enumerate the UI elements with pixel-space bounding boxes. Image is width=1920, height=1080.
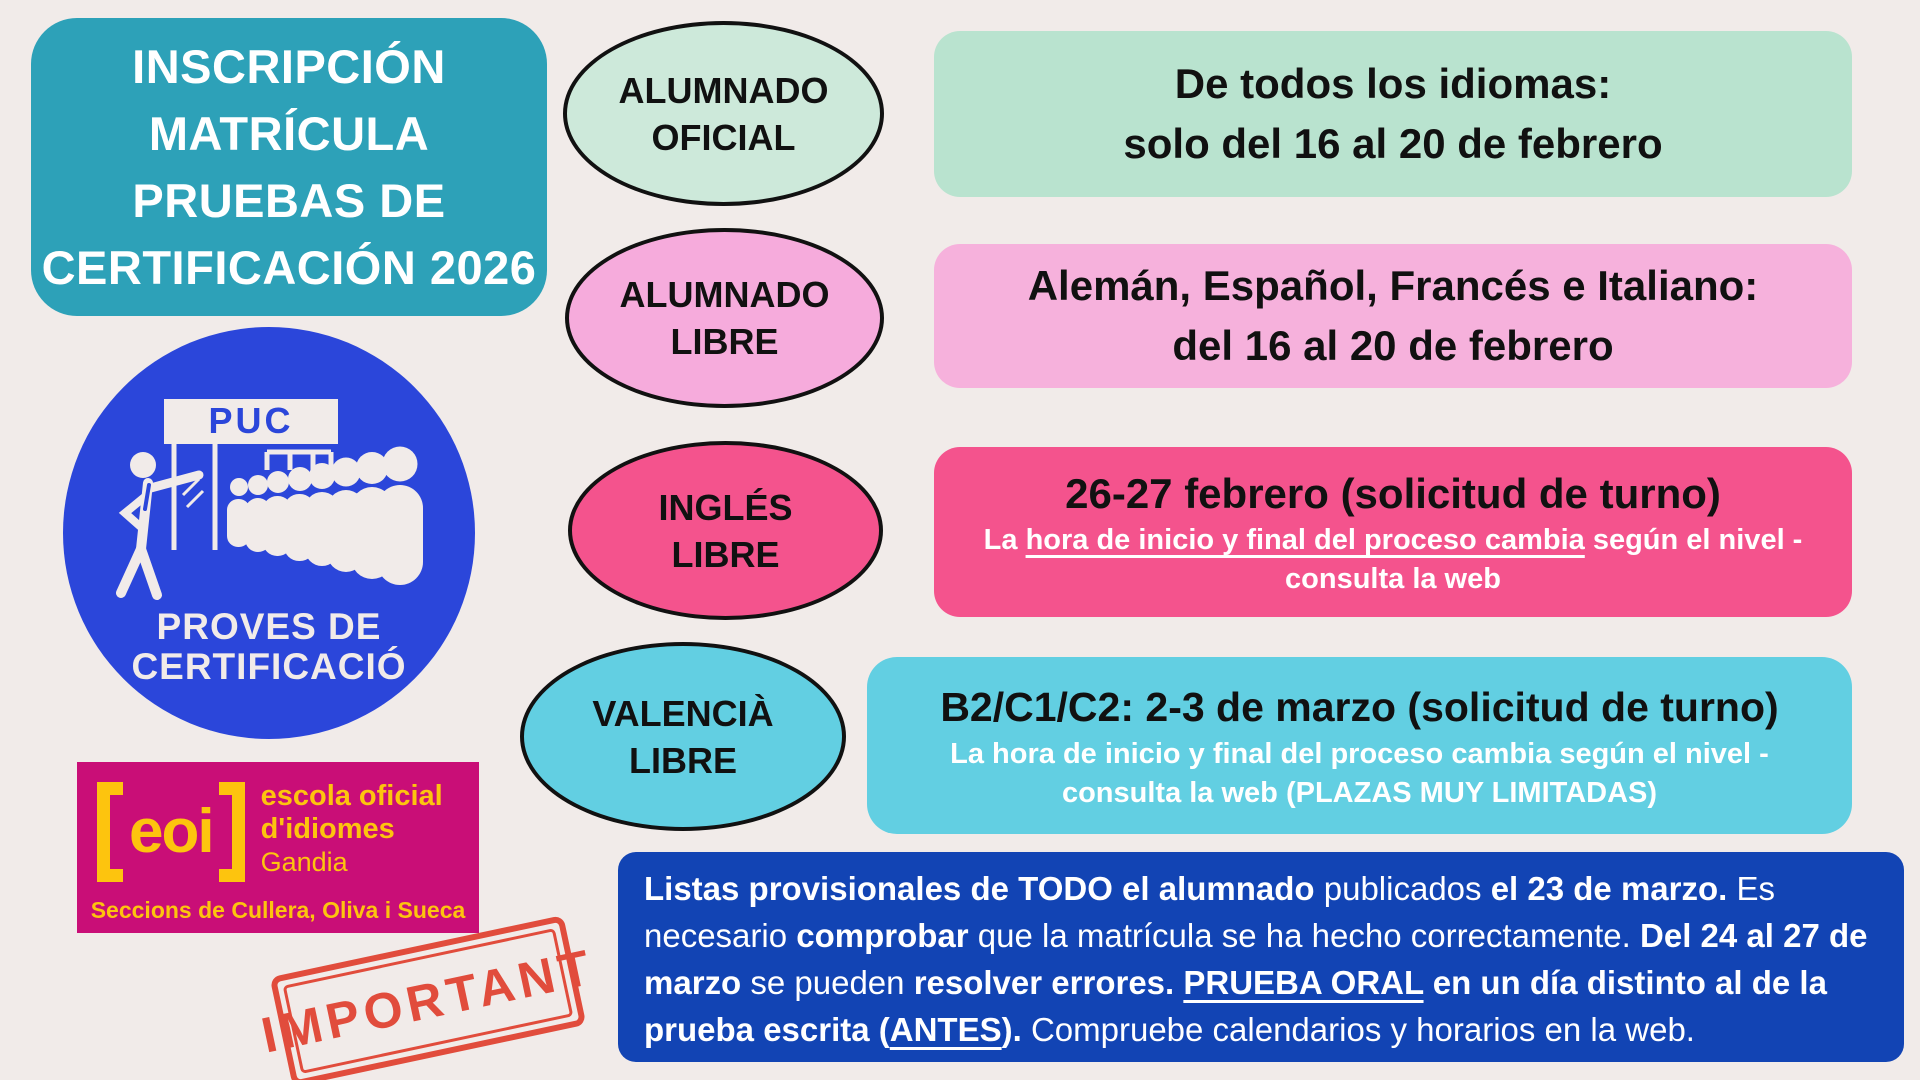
badge-label: LIBRE xyxy=(671,533,780,575)
badge-valencia-libre xyxy=(520,642,846,831)
notice-text-underlined: ANTES xyxy=(889,1011,1002,1048)
eoi-school-name xyxy=(261,780,443,879)
info-subtitle xyxy=(953,521,1833,599)
provisional-lists-notice xyxy=(618,852,1904,1062)
eoi-sections-label: Seccions de Cullera, Oliva i Sueca xyxy=(90,897,466,923)
notice-text-underlined: PRUEBA ORAL xyxy=(1183,964,1424,1001)
badge-label: LIBRE xyxy=(629,739,737,781)
notice-text-bold: el 23 de marzo. xyxy=(1490,870,1728,907)
info-box-valencia-fechas xyxy=(867,657,1852,834)
notice-text: que la matrícula se ha hecho correctamente. xyxy=(968,917,1641,954)
notice-text-bold: Listas provisionales de TODO el alumnado xyxy=(644,870,1324,907)
badge-label: VALENCIÀ xyxy=(592,692,774,734)
badge-label: OFICIAL xyxy=(651,116,796,158)
puc-sign-label: PUC xyxy=(208,400,294,441)
title-line: CERTIFICACIÓN 2026 xyxy=(41,241,537,294)
notice-text-bold: en un día distinto al de la prueba escrita ( xyxy=(644,964,1827,1048)
notice-text: Compruebe calendarios y horarios en la web. xyxy=(1021,1011,1695,1048)
badge-alumnado-libre xyxy=(565,228,884,408)
badge-alumnado-oficial xyxy=(563,21,884,206)
badge-label: LIBRE xyxy=(670,321,779,362)
info-subtitle: La hora de inicio y final del proceso cambia según el nivel - consulta la web (PLAZAS MUY LIMITADAS) xyxy=(950,737,1769,809)
badge-label: ALUMNADO xyxy=(619,274,830,315)
notice-text-bold: resolver errores. xyxy=(913,964,1184,1001)
notice-text: se pueden xyxy=(741,964,914,1001)
right-bracket-icon xyxy=(219,782,245,882)
eoi-logo-text: eoi xyxy=(129,797,213,866)
info-line: De todos los idiomas: xyxy=(1174,60,1612,107)
subtitle-underlined-text: hora de inicio y final del proceso cambia xyxy=(1025,524,1585,556)
poster-title-card xyxy=(31,18,547,316)
info-title: 26-27 febrero (solicitud de turno) xyxy=(1065,470,1721,517)
eoi-logo-top xyxy=(77,762,479,882)
notice-text: Es necesario xyxy=(644,870,1775,954)
notice-text-bold: ). xyxy=(1001,1011,1022,1048)
left-bracket-icon xyxy=(97,782,123,882)
important-stamp xyxy=(256,915,600,1080)
notice-text-bold: comprobar xyxy=(796,917,969,954)
info-box-aleman-espanol xyxy=(934,244,1852,388)
subtitle-text: según el nivel - consulta la web xyxy=(1285,524,1803,595)
info-box-todos-idiomas xyxy=(934,31,1852,197)
eoi-city: Gandia xyxy=(260,847,348,877)
puc-caption-line: CERTIFICACIÓ xyxy=(131,646,407,687)
eoi-brackets-logo xyxy=(97,782,245,882)
title-line: INSCRIPCIÓN xyxy=(132,40,446,93)
info-line: Alemán, Español, Francés e Italiano: xyxy=(1027,262,1759,309)
info-line: del 16 al 20 de febrero xyxy=(1172,322,1614,369)
info-title: B2/C1/C2: 2-3 de marzo (solicitud de turno) xyxy=(940,683,1779,730)
eoi-name-line: d'idiomes xyxy=(260,813,395,845)
notice-text: publicados xyxy=(1323,870,1491,907)
eoi-logo-card xyxy=(77,762,479,933)
badge-label: ALUMNADO xyxy=(618,69,829,111)
badge-label: INGLÉS xyxy=(658,486,793,528)
puc-logo xyxy=(63,327,475,739)
info-line: solo del 16 al 20 de febrero xyxy=(1123,120,1663,167)
eoi-name-line: escola oficial xyxy=(260,780,443,812)
title-line: MATRÍCULA xyxy=(148,107,430,160)
puc-logo-icon xyxy=(63,327,475,739)
badge-ingles-libre xyxy=(568,441,883,620)
info-box-ingles-fechas xyxy=(934,447,1852,617)
puc-caption-line: PROVES DE xyxy=(156,606,382,647)
subtitle-text: La xyxy=(983,524,1026,556)
important-stamp-label: IMPORTANT xyxy=(256,938,600,1064)
title-line: PRUEBAS DE xyxy=(132,174,446,227)
notice-text-bold: Del 24 al 27 de marzo xyxy=(644,917,1868,1001)
